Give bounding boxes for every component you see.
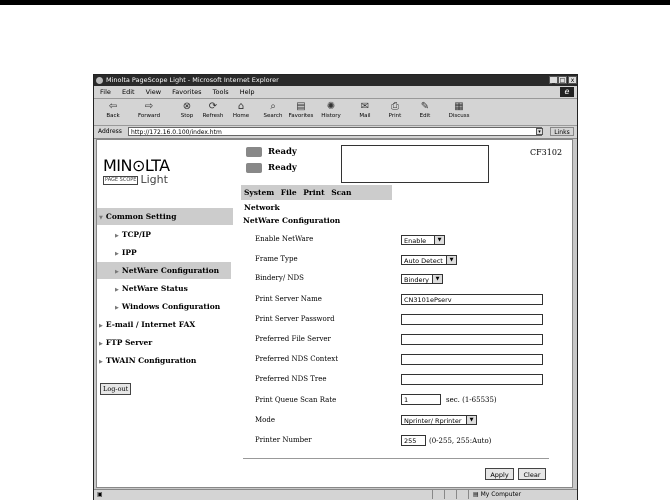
zone-cell xyxy=(468,490,569,499)
preferred-nds-tree-input[interactable] xyxy=(401,374,543,385)
label-frame-type: Frame Type xyxy=(255,255,298,263)
label-print-server-password: Print Server Password xyxy=(255,315,335,323)
label-preferred-nds-tree: Preferred NDS Tree xyxy=(255,375,327,383)
computer-icon: ▤ xyxy=(473,491,479,498)
print-server-password-input[interactable] xyxy=(401,314,543,325)
label-preferred-nds-context: Preferred NDS Context xyxy=(255,355,339,363)
frame-type-select[interactable]: Auto Detect ▼ xyxy=(401,255,457,265)
scan-rate-hint: sec. (1-65535) xyxy=(446,396,497,404)
back-arrow-icon: ⇦ xyxy=(108,101,118,112)
minolta-logo: MIN⊙LTA xyxy=(103,156,170,175)
sidebar-item-netware-configuration[interactable]: ▶ NetWare Configuration xyxy=(97,262,231,279)
chevron-down-icon: ▼ xyxy=(99,215,103,221)
bindery-nds-select[interactable]: Bindery ▼ xyxy=(401,274,443,284)
chevron-right-icon: ▶ xyxy=(99,323,103,329)
chevron-right-icon: ▶ xyxy=(99,359,103,365)
scanner-status-icon xyxy=(246,163,262,173)
chevron-right-icon: ▶ xyxy=(115,305,119,311)
preferred-nds-context-input[interactable] xyxy=(401,354,543,365)
logout-button[interactable]: Log-out xyxy=(100,383,131,395)
page-content xyxy=(96,139,573,488)
print-server-name-input[interactable]: CN3101ePserv xyxy=(401,294,543,305)
search-icon: ⌕ xyxy=(270,101,276,112)
minimize-button[interactable]: _ xyxy=(549,76,558,84)
discuss-button[interactable]: ▦ Discuss xyxy=(444,101,474,123)
ie-icon xyxy=(96,77,103,84)
scanner-status: Ready xyxy=(268,163,297,173)
printer-number-hint: (0-255, 255:Auto) xyxy=(429,437,492,445)
printer-status: Ready xyxy=(268,147,297,157)
address-bar xyxy=(94,126,577,139)
menu-favorites[interactable]: Favorites xyxy=(172,88,202,96)
edit-button[interactable]: ✎ Edit xyxy=(410,101,440,123)
menu-edit[interactable]: Edit xyxy=(121,88,135,96)
stop-icon: ⊗ xyxy=(182,101,192,112)
stop-button[interactable]: ⊗ Stop xyxy=(172,101,202,123)
label-printer-number: Printer Number xyxy=(255,436,312,444)
title-bar xyxy=(94,75,577,86)
refresh-button[interactable]: ⟳ Refresh xyxy=(198,101,228,123)
menu-view[interactable]: View xyxy=(145,88,162,96)
preferred-file-server-input[interactable] xyxy=(401,334,543,345)
sidebar-item-windows-configuration[interactable]: ▶ Windows Configuration xyxy=(115,302,221,311)
favorites-icon: ▤ xyxy=(296,101,306,112)
sidebar-item-common-setting[interactable]: ▼ Common Setting xyxy=(97,208,233,225)
menu-bar xyxy=(94,86,577,99)
menu-tools[interactable]: Tools xyxy=(212,88,229,96)
label-mode: Mode xyxy=(255,416,276,424)
tab-network[interactable]: Network xyxy=(244,203,280,212)
label-bindery-nds: Bindery/ NDS xyxy=(255,274,304,282)
refresh-icon: ⟳ xyxy=(208,101,218,112)
model-name: CF3102 xyxy=(530,148,563,157)
window-title: Minolta PageScope Light - Microsoft Internet Explorer xyxy=(106,76,279,84)
print-button[interactable]: ⎙ Print xyxy=(380,101,410,123)
page-icon: ▣ xyxy=(97,491,103,498)
chevron-right-icon: ▶ xyxy=(115,251,119,257)
tab-file[interactable]: File xyxy=(280,188,297,197)
chevron-right-icon: ▶ xyxy=(115,233,119,239)
dropdown-arrow-icon: ▼ xyxy=(466,416,476,424)
form-title: NetWare Configuration xyxy=(243,216,341,225)
links-button[interactable]: Links xyxy=(550,127,574,136)
print-queue-scan-rate-input[interactable]: 1 xyxy=(401,394,441,405)
apply-button[interactable]: Apply xyxy=(485,468,514,480)
label-print-queue-scan-rate: Print Queue Scan Rate xyxy=(255,396,337,404)
status-cell xyxy=(444,490,445,499)
printer-number-input[interactable]: 255 xyxy=(401,435,426,446)
clear-button[interactable]: Clear xyxy=(518,468,546,480)
zone-label: My Computer xyxy=(480,491,522,498)
menu-help[interactable]: Help xyxy=(239,88,255,96)
sidebar-item-netware-status[interactable]: ▶ NetWare Status xyxy=(115,284,188,293)
search-button[interactable]: ⌕ Search xyxy=(258,101,288,123)
address-dropdown[interactable]: ▾ xyxy=(536,128,543,135)
sidebar-item-email-internet-fax[interactable]: ▶ E-mail / Internet FAX xyxy=(99,320,196,329)
dropdown-arrow-icon: ▼ xyxy=(446,256,456,264)
mail-button[interactable]: ✉ Mail xyxy=(350,101,380,123)
tab-system[interactable]: System xyxy=(244,188,275,197)
menu-file[interactable]: File xyxy=(100,88,111,96)
status-bar xyxy=(94,489,577,500)
maximize-button[interactable]: □ xyxy=(559,77,566,84)
product-name: Light xyxy=(140,173,168,186)
sidebar-item-ipp[interactable]: ▶ IPP xyxy=(115,248,137,257)
pagescope-badge: PAGE SCOPE xyxy=(105,176,137,183)
form-divider xyxy=(243,458,549,459)
toolbar xyxy=(94,99,577,126)
chevron-right-icon: ▶ xyxy=(115,287,119,293)
favorites-button[interactable]: ▤ Favorites xyxy=(286,101,316,123)
label-print-server-name: Print Server Name xyxy=(255,295,322,303)
back-button[interactable]: ⇦ Back xyxy=(98,101,128,123)
mode-select[interactable]: Nprinter/ Rprinter ▼ xyxy=(401,415,477,425)
forward-arrow-icon: ⇨ xyxy=(144,101,154,112)
home-button[interactable]: ⌂ Home xyxy=(226,101,256,123)
page-top-rule xyxy=(0,0,670,5)
close-button[interactable]: x xyxy=(568,76,577,84)
message-box xyxy=(341,145,489,183)
home-icon: ⌂ xyxy=(237,101,245,112)
printer-icon: ⎙ xyxy=(391,101,399,112)
edit-icon: ✎ xyxy=(420,101,430,112)
history-icon: ✺ xyxy=(326,101,336,112)
tab-print[interactable]: Print xyxy=(303,188,325,197)
history-button[interactable]: ✺ History xyxy=(316,101,346,123)
dropdown-arrow-icon: ▼ xyxy=(434,236,444,244)
dropdown-arrow-icon: ▼ xyxy=(432,275,442,283)
discuss-icon: ▦ xyxy=(454,101,464,112)
sidebar-item-tcpip[interactable]: ▶ TCP/IP xyxy=(115,230,151,239)
printer-status-icon xyxy=(246,147,262,157)
tab-scan[interactable]: Scan xyxy=(331,188,352,197)
tab-bar xyxy=(241,185,392,212)
status-cell xyxy=(432,490,433,499)
label-preferred-file-server: Preferred File Server xyxy=(255,335,331,343)
address-input[interactable]: http://172.16.0.100/index.htm xyxy=(128,127,542,136)
label-enable-netware: Enable NetWare xyxy=(255,235,314,243)
sidebar-item-ftp-server[interactable]: ▶ FTP Server xyxy=(99,338,153,347)
ie-logo-icon: e xyxy=(560,87,574,97)
mail-icon: ✉ xyxy=(360,101,370,112)
browser-window xyxy=(93,74,578,500)
pagescope-logo xyxy=(103,173,168,186)
chevron-right-icon: ▶ xyxy=(115,269,119,275)
sidebar-item-twain-configuration[interactable]: ▶ TWAIN Configuration xyxy=(99,356,197,365)
chevron-right-icon: ▶ xyxy=(99,341,103,347)
status-cell xyxy=(456,490,457,499)
address-label: Address xyxy=(98,128,122,135)
enable-netware-select[interactable]: Enable ▼ xyxy=(401,235,445,245)
forward-button[interactable]: ⇨ Forward xyxy=(134,101,164,123)
